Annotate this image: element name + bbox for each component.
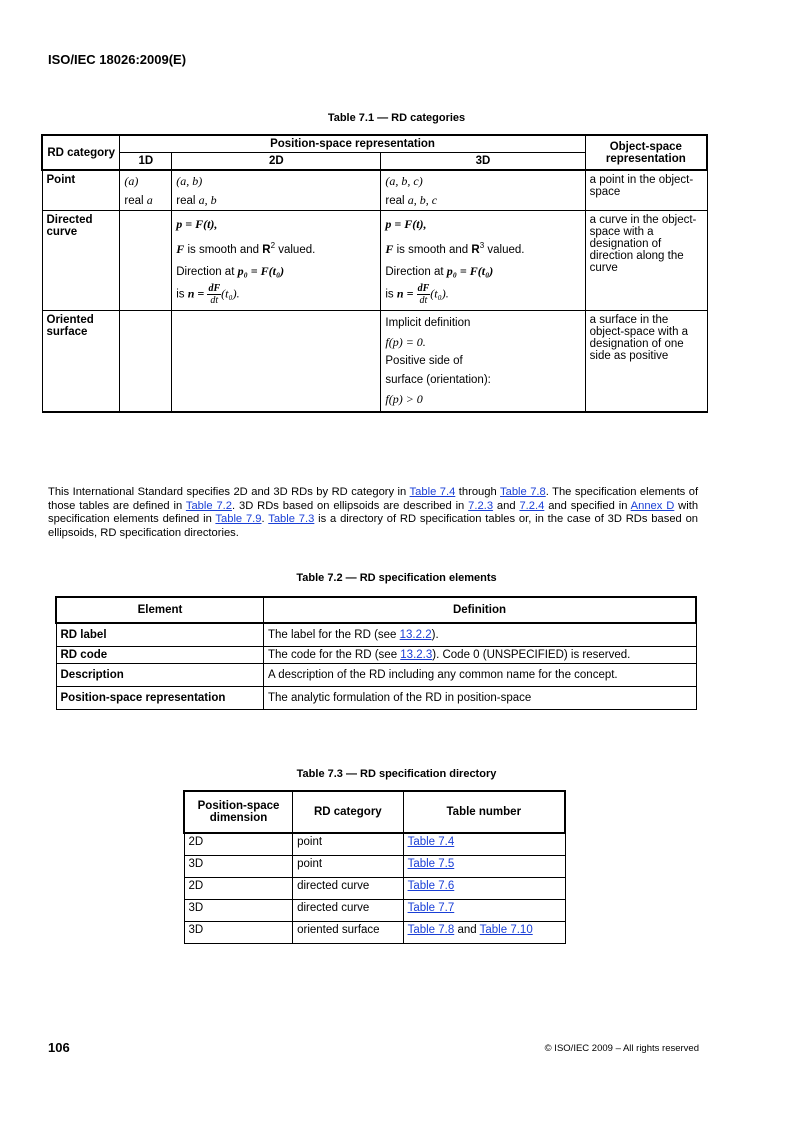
dir-dim: 3D [184, 922, 293, 944]
row-label-oriented: Oriented surface [42, 310, 120, 412]
link-7-2-4[interactable]: 7.2.4 [519, 499, 545, 512]
table-row [184, 900, 565, 922]
link-annex-d[interactable]: Annex D [630, 499, 675, 512]
cell-oriented-2d [172, 310, 381, 412]
th-dimension: Position-space dimension [184, 791, 293, 833]
def-description: A description of the RD including any common name for the concept. [263, 664, 696, 687]
cell-oriented-3d [381, 310, 585, 412]
cell-directed-object: a curve in the object-space with a designation of direction along the curve [585, 211, 707, 311]
is-2d: is [176, 288, 185, 301]
cell-oriented-object: a surface in the object-space with a designation of one side as positive [585, 310, 707, 412]
dir-dim: 2D [184, 878, 293, 900]
para-text: . The specification elements of those tables are defined in [48, 486, 699, 512]
cell-directed-1d [120, 211, 172, 311]
dir-cat: oriented surface [293, 922, 403, 944]
table-row [184, 833, 565, 856]
var-1d: a [146, 193, 153, 207]
cell-directed-3d [381, 211, 585, 311]
real-1d: real [124, 195, 144, 207]
elem-description: Description [56, 664, 263, 687]
para-text: . 3D RDs based on ellipsoids are described in [232, 499, 465, 512]
tuple-1d: (a) [124, 174, 139, 188]
table-7-2 [55, 596, 697, 710]
para-text: with specification elements defined in [48, 499, 699, 525]
is-3d: is [385, 288, 394, 301]
row-label-point: Point [42, 170, 120, 211]
table-row [42, 170, 707, 211]
direction-2d: Direction at [176, 265, 235, 278]
link-table-7-8-dir[interactable]: Table 7.8 [407, 924, 455, 936]
dir-cat: directed curve [293, 900, 403, 922]
th-element: Element [56, 597, 263, 623]
def-rd-label [263, 623, 696, 647]
link-table-7-10[interactable]: Table 7.10 [479, 924, 533, 936]
link-table-7-6[interactable]: Table 7.6 [407, 880, 455, 892]
smooth-2d: is smooth and [187, 243, 260, 256]
para-text: is a directory of RD specification tables or, in the case of 3D RDs based on ellipsoids, RD specification directories. [48, 513, 699, 539]
cell-point-3d [381, 170, 585, 211]
th-1d: 1D [120, 153, 172, 171]
table-row [184, 922, 565, 944]
cell-point-object: a point in the object-space [585, 170, 707, 211]
n-2d: n = [187, 286, 205, 301]
oriented-l3: Positive side of [385, 354, 463, 367]
t0-3d: (t₀). [430, 286, 449, 301]
table-row [56, 647, 696, 664]
eq-2d: p = F(t), [176, 217, 218, 231]
dir-table [403, 856, 565, 878]
para-text: and [496, 499, 516, 512]
th-object-space: Object-space representation [585, 135, 707, 170]
link-table-7-3[interactable]: Table 7.3 [268, 513, 315, 525]
t0-2d: (t₀). [221, 286, 240, 301]
link-table-7-7[interactable]: Table 7.7 [407, 902, 455, 914]
table-row [42, 211, 707, 311]
para-text: This International Standard specifies 2D and 3D RDs by RD category in [48, 486, 407, 498]
cell-point-1d [120, 170, 172, 211]
copyright: © ISO/IEC 2009 – All rights reserved [544, 1043, 699, 1054]
table-row [184, 856, 565, 878]
dF-2d: dF [208, 282, 221, 294]
table-row [42, 310, 707, 412]
elem-position-space: Position-space representation [56, 687, 263, 710]
dir-table [403, 833, 565, 856]
and-text: and [457, 924, 477, 936]
table-7-1-caption: Table 7.1 — RD categories [327, 112, 466, 124]
table-7-2-caption: Table 7.2 — RD specification elements [296, 572, 497, 584]
def-text: The code for the RD (see [267, 649, 401, 661]
tuple-2d: (a, b) [176, 174, 203, 188]
th-position-space: Position-space representation [120, 135, 585, 153]
table-7-1 [41, 134, 708, 413]
direction-3d: Direction at [385, 265, 444, 278]
elem-rd-label: RD label [56, 623, 263, 647]
def-rd-code [263, 647, 696, 664]
dir-cat: point [293, 833, 403, 856]
oriented-l1: Implicit definition [385, 316, 471, 329]
F-3d: F [385, 241, 394, 256]
dt-2d: dt [210, 294, 219, 306]
def-text: ). Code 0 (UNSPECIFIED) is reserved. [432, 649, 631, 661]
def-text: The label for the RD (see [267, 629, 400, 641]
cell-point-2d [172, 170, 381, 211]
th-definition: Definition [263, 597, 696, 623]
F-2d: F [176, 241, 185, 256]
para-text: and specified in [548, 499, 628, 512]
dir-dim: 3D [184, 900, 293, 922]
R-3d: R [471, 243, 480, 256]
th-2d: 2D [172, 153, 381, 171]
link-table-7-2[interactable]: Table 7.2 [185, 499, 233, 512]
para-text: through [458, 486, 497, 498]
body-paragraph [48, 486, 698, 540]
elem-rd-code: RD code [56, 647, 263, 664]
n-3d: n = [396, 286, 414, 301]
exp-3d: 3 [479, 241, 485, 250]
th-3d: 3D [381, 153, 585, 171]
R-2d: R [262, 243, 271, 256]
link-table-7-8[interactable]: Table 7.8 [500, 486, 546, 498]
oriented-l2: f(p) = 0. [385, 334, 426, 349]
eq-3d: p = F(t), [385, 217, 427, 231]
dir-cat: point [293, 856, 403, 878]
cell-directed-2d [172, 211, 381, 311]
link-table-7-9[interactable]: Table 7.9 [215, 513, 262, 525]
link-table-7-5[interactable]: Table 7.5 [407, 858, 455, 870]
table-7-3-caption: Table 7.3 — RD specification directory [296, 768, 497, 780]
link-13-2-2[interactable]: 13.2.2 [399, 629, 432, 641]
var-2d: a, b [198, 193, 217, 207]
dir-cat: directed curve [293, 878, 403, 900]
table-row [56, 664, 696, 687]
var-3d: a, b, c [407, 193, 438, 207]
dt-3d: dt [419, 294, 428, 306]
th-rd-category-dir: RD category [293, 791, 403, 833]
valued-2d: valued. [278, 243, 316, 256]
page-number: 106 [48, 1040, 70, 1055]
def-text: ). [431, 629, 439, 641]
p0-2d: p₀ = F(t₀) [237, 263, 285, 278]
link-table-7-4-dir[interactable]: Table 7.4 [407, 836, 455, 848]
cell-oriented-1d [120, 310, 172, 412]
valued-3d: valued. [487, 243, 525, 256]
real-2d: real [176, 195, 196, 207]
th-table-number: Table number [403, 791, 565, 833]
th-rd-category: RD category [42, 135, 120, 170]
dir-table [403, 900, 565, 922]
p0-3d: p₀ = F(t₀) [446, 263, 494, 278]
dir-table [403, 922, 565, 944]
table-7-3 [183, 790, 566, 944]
dir-dim: 2D [184, 833, 293, 856]
oriented-l5: f(p) > 0 [385, 391, 423, 406]
dir-table [403, 878, 565, 900]
dir-dim: 3D [184, 856, 293, 878]
tuple-3d: (a, b, c) [385, 174, 423, 188]
row-label-directed: Directed curve [42, 211, 120, 311]
def-position-space: The analytic formulation of the RD in position-space [263, 687, 696, 710]
table-row [184, 878, 565, 900]
para-text: . [261, 513, 265, 525]
oriented-l4: surface (orientation): [385, 373, 491, 386]
link-7-2-3[interactable]: 7.2.3 [468, 499, 494, 512]
document-header: ISO/IEC 18026:2009(E) [48, 52, 187, 67]
dF-3d: dF [417, 282, 430, 294]
link-13-2-3[interactable]: 13.2.3 [400, 649, 433, 661]
link-table-7-4[interactable]: Table 7.4 [409, 486, 456, 498]
table-row [56, 623, 696, 647]
real-3d: real [385, 195, 405, 207]
table-row [56, 687, 696, 710]
smooth-3d: is smooth and [396, 243, 469, 256]
exp-2d: 2 [270, 241, 276, 250]
